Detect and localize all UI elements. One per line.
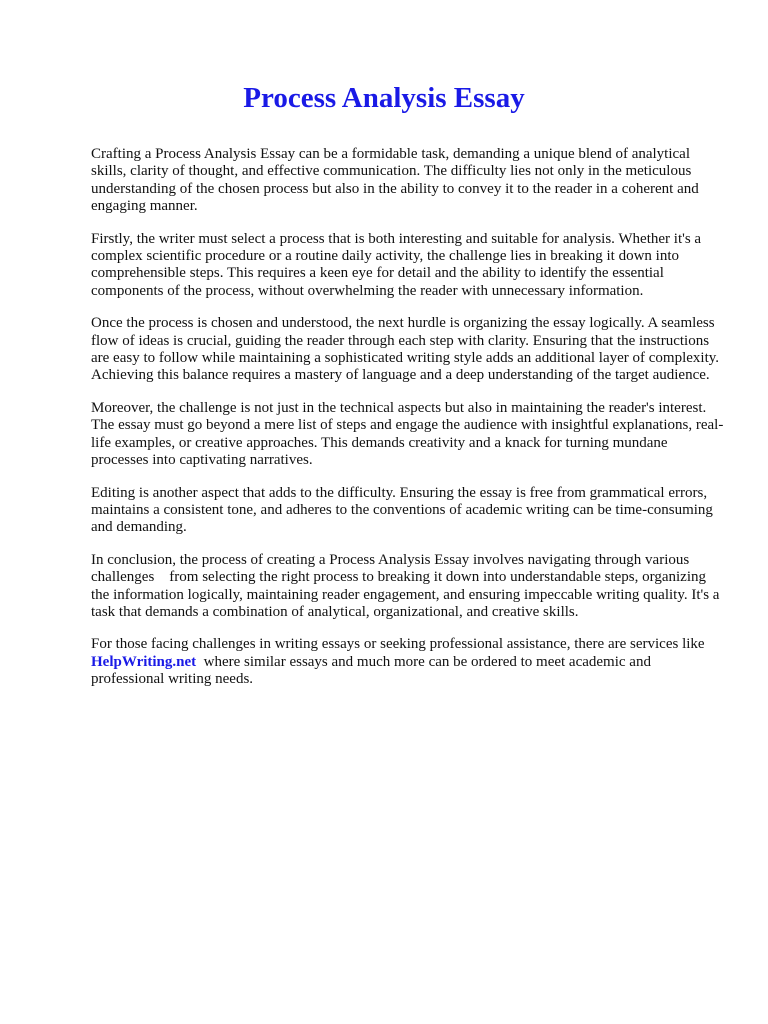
page-title: Process Analysis Essay [243, 82, 525, 114]
closing-text-before-link: For those facing challenges in writing essays or seeking professional assistance, there are services like [91, 636, 709, 653]
closing-text-after-link: where similar essays and much more can be ordered to meet academic and professional writing needs. [91, 653, 655, 688]
paragraph-closing [91, 636, 726, 688]
paragraph-selecting-process: Firstly, the writer must select a process that is both interesting and suitable for analysis. Whether it's a complex scientific procedure or a routine daily activity, the challenge lies in breaking it down into comprehensible steps. This requires a keen eye for detail and the ability to identify the essential components of the process, without overwhelming the reader with unnecessary information. [91, 230, 702, 299]
paragraph-editing: Editing is another aspect that adds to the difficulty. Ensuring the essay is free from grammatical errors, maintains a consistent tone, and adheres to the conventions of academic writing can be time-consuming and demanding. [91, 484, 713, 536]
paragraph-organizing: Once the process is chosen and understood, the next hurdle is organizing the essay logically. A seamless flow of ideas is crucial, guiding the reader through each step with clarity. Ensuring that the instructions are easy to follow while maintaining a sophisticated writing style adds an additional layer of complexity. Achieving this balance requires a mastery of language and a deep understanding of the target audience. [91, 315, 720, 384]
helpwriting-link[interactable]: HelpWriting.net [91, 653, 197, 670]
paragraph-conclusion: In conclusion, the process of creating a Process Analysis Essay involves navigating through various challenges from selecting the right process to breaking it down into understandable steps, organizing the information logically, maintaining reader engagement, and ensuring impeccable writing quality. It's a task that demands a combination of analytical, organizational, and creative skills. [91, 551, 724, 620]
paragraph-intro: Crafting a Process Analysis Essay can be a formidable task, demanding a unique blend of analytical skills, clarity of thought, and effective communication. The difficulty lies not only in the meticulous understanding of the chosen process but also in the ability to convey it to the reader in a coherent and engaging manner. [91, 146, 699, 215]
paragraph-reader-interest: Moreover, the challenge is not just in the technical aspects but also in maintaining the reader's interest. The essay must go beyond a mere list of steps and engage the audience with insightful explanations, real-life examples, or creative approaches. This demands creativity and a knack for turning mundane processes into captivating narratives. [91, 399, 724, 469]
